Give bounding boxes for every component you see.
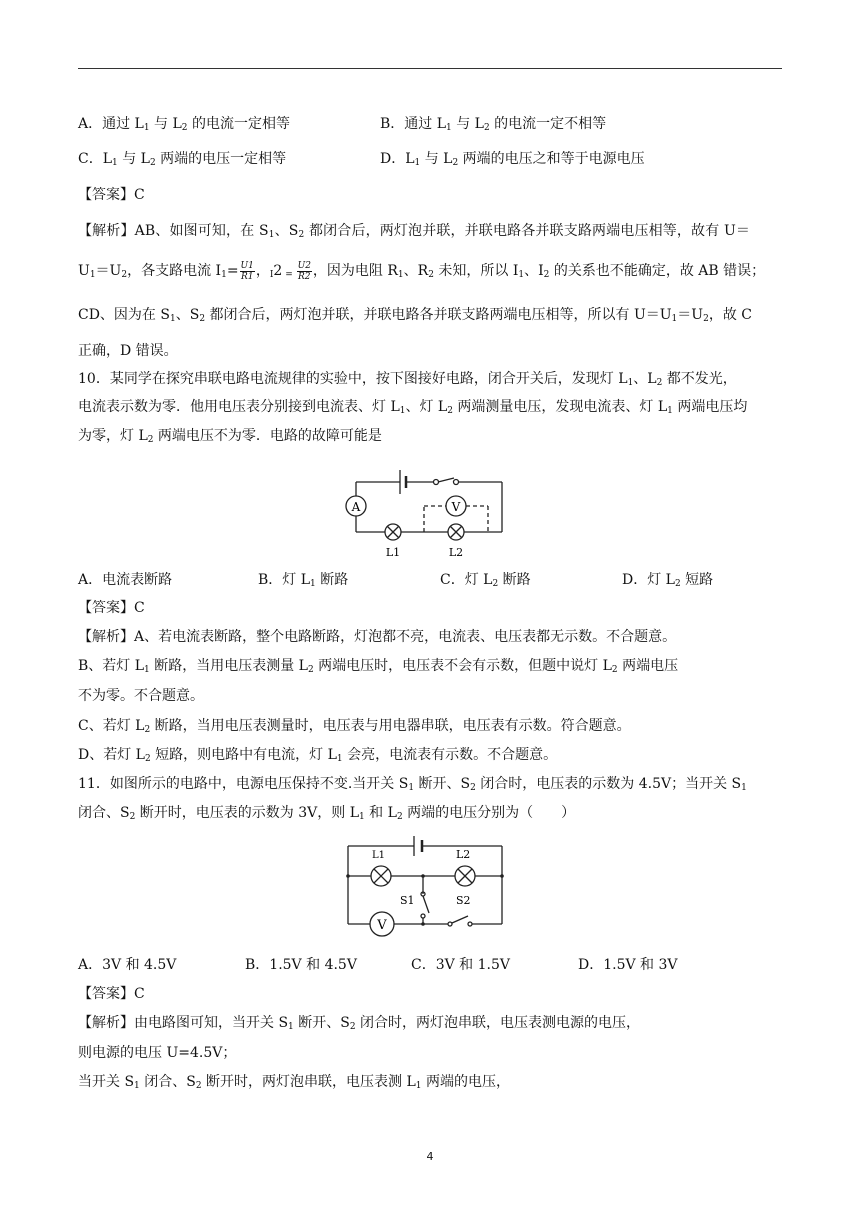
ammeter-label: A (351, 500, 361, 514)
subscript: 2 (703, 314, 709, 324)
q9-analysis-line-3: CD、因为在 $S_1$、$S_2$ 都闭合后，两灯泡并联，并联电路各并联支路两端电压相等，所以有 $U=U_1=U_2$，故 C (78, 307, 752, 324)
q9-option-b: B．通过 $L_1$ 与 $L_2$ 的电流一定不相等 (380, 116, 607, 133)
subscript: 2 (428, 270, 434, 280)
subscript: 2 (144, 725, 151, 735)
q10-circuit-diagram (338, 456, 518, 562)
subscript: 1 (741, 783, 747, 793)
q10-option-d: D．灯 $L_2$ 短路 (622, 572, 714, 589)
q11-option-a: A．3V 和 4.5V (78, 957, 177, 973)
q11-analysis-line-2: 则电源的电压 U=4.5V； (78, 1045, 237, 1061)
subscript: 2 (470, 783, 476, 793)
subscript: 2 (349, 1022, 356, 1032)
fraction-numerator: U2 (297, 260, 311, 271)
fraction-u1-r1 (240, 261, 255, 282)
q11-option-c: C．3V 和 1.5V (411, 957, 511, 973)
q11-option-b: B．1.5V 和 4.5V (245, 957, 357, 973)
subscript: 2 (492, 579, 499, 589)
subscript: 1 (169, 314, 176, 324)
subscript: 1 (310, 579, 316, 589)
q11-analysis-line-1: 【解析】由电路图可知，当开关 $S_1$ 断开、$S_2$ 闭合时，两灯泡串联，电压表测电源的电压， (78, 1015, 641, 1032)
subscript: 1 (518, 270, 525, 280)
subscript: 1 (288, 1022, 294, 1032)
subscript: 2 (656, 378, 663, 388)
subscript: 2 (674, 579, 681, 589)
subscript: 2 (199, 314, 206, 324)
q11-stem-line-2: 闭合、$S_2$ 断开时，电压表的示数为 3V，则 $L_1$ 和 $L_2$ 两端的电压分别为（ ） (78, 805, 576, 822)
q9-analysis-line-2c: ，因为电阻 $R_1$、$R_2$ 未知，所以 $I_1$、$I_2$ 的关系也不能确定，故 AB 错误； (312, 263, 766, 280)
q10-option-b: B．灯 $L_1$ 断路 (258, 572, 349, 589)
subscript: 1 (397, 270, 404, 280)
subscript: 1 (667, 406, 673, 416)
subscript: 1 (359, 812, 365, 822)
q9-analysis-line-2a: $U_1=U_2$，各支路电流 $I_1=$ (78, 263, 239, 280)
q9-analysis-line-2b: ，$_I$2 $_=$ (255, 263, 296, 280)
subscript: 2 (129, 812, 136, 822)
l2-label: L2 (448, 546, 464, 559)
subscript: 2 (181, 123, 188, 133)
q10-analysis-line-2: B、若灯 $L_1$ 断路，当用电压表测量 $L_2$ 两端电压时，电压表不会有示数，但题中说灯 $L_2$ 两端电压 (78, 658, 679, 675)
subscript: 1 (144, 665, 150, 675)
subscript: 1 (89, 270, 96, 280)
subscript: 1 (112, 158, 118, 168)
s1-label: S1 (400, 894, 415, 907)
subscript: 2 (195, 1081, 202, 1091)
q11-answer: 【答案】C (78, 986, 145, 1002)
q11-circuit-diagram (338, 828, 510, 944)
q10-analysis-line-5: D、若灯 $L_2$ 短路，则电路中有电流，灯 $L_1$ 会亮，电流表有示数。不合题意。 (78, 747, 558, 764)
subscript: 2 (149, 158, 156, 168)
subscript: 1 (336, 754, 343, 764)
q10-stem-line-1: 10．某同学在探究串联电路电流规律的实验中，按下图接好电路，闭合开关后，发现灯 $L_1$、$L_2$ 都不发光， (78, 371, 737, 388)
subscript: 2 (447, 406, 453, 416)
l2-label: L2 (456, 848, 471, 861)
q9-analysis-line-2 (78, 258, 765, 284)
q9-answer: 【答案】C (78, 187, 145, 203)
q10-stem-line-3: 为零，灯 $L_2$ 两端电压不为零．电路的故障可能是 (78, 428, 382, 445)
subscript: 2 (298, 230, 305, 240)
header-rule (78, 68, 782, 69)
q9-analysis-line-1: 【解析】AB、如图可知，在 $S_1$、$S_2$ 都闭合后，两灯泡并联，并联电路各并联支路两端电压相等，故有 U＝ (78, 223, 751, 240)
subscript: 2 (144, 754, 151, 764)
subscript: = (282, 270, 296, 280)
subscript: 2 (307, 665, 314, 675)
q9-option-c: C．$L_1$ 与 $L_2$ 两端的电压一定相等 (78, 151, 287, 168)
q10-option-a: A．电流表断路 (78, 572, 173, 588)
subscript: I (269, 270, 274, 280)
subscript: 1 (671, 314, 678, 324)
q10-analysis-line-3: 不为零。不合题意。 (78, 688, 204, 704)
subscript: 1 (415, 1081, 422, 1091)
q11-analysis-line-3: 当开关 $S_1$ 闭合、$S_2$ 断开时，两灯泡串联，电压表测 $L_1$ 两端的电压， (78, 1074, 510, 1091)
subscript: 1 (268, 230, 275, 240)
subscript: 2 (452, 158, 459, 168)
fraction-denominator: R2 (298, 271, 311, 282)
subscript: 2 (121, 270, 128, 280)
subscript: 2 (611, 665, 618, 675)
subscript: 1 (221, 270, 227, 280)
subscript: 1 (446, 123, 452, 133)
subscript: 2 (147, 435, 154, 445)
fraction-numerator: U1 (240, 260, 254, 271)
q9-option-d: D．$L_1$ 与 $L_2$ 两端的电压之和等于电源电压 (380, 151, 645, 168)
subscript: 1 (408, 783, 415, 793)
q10-answer: 【答案】C (78, 600, 145, 616)
q10-stem-line-2: 电流表示数为零．他用电压表分别接到电流表、灯 $L_1$、灯 $L_2$ 两端测量电压，发现电流表、灯 $L_1$ 两端电压均 (78, 399, 748, 416)
subscript: 2 (396, 812, 403, 822)
q10-analysis-line-4: C、若灯 $L_2$ 断路，当用电压表测量时，电压表与用电器串联，电压表有示数。符合题意。 (78, 718, 631, 735)
subscript: 2 (483, 123, 490, 133)
q10-analysis-line-1: 【解析】A、若电流表断路，整个电路断路，灯泡都不亮，电流表、电压表都无示数。不合题意。 (78, 629, 677, 645)
page-number: 4 (426, 1150, 434, 1163)
l1-label: L1 (372, 850, 386, 861)
subscript: 1 (134, 1081, 140, 1091)
subscript: 1 (143, 123, 150, 133)
s2-label: S2 (456, 894, 471, 907)
q10-option-c: C．灯 $L_2$ 断路 (440, 572, 531, 589)
l1-label: L1 (385, 546, 401, 559)
fraction-u2-r2 (297, 261, 312, 282)
q11-option-d: D．1.5V 和 3V (578, 957, 678, 973)
subscript: 1 (414, 158, 421, 168)
voltmeter-label: V (451, 500, 461, 514)
fraction-denominator: R1 (240, 271, 254, 282)
q9-option-a: A．通过 $L_1$ 与 $L_2$ 的电流一定相等 (78, 116, 290, 133)
subscript: 2 (543, 270, 550, 280)
voltmeter-label: V (377, 918, 387, 933)
subscript: 1 (399, 406, 406, 416)
q9-analysis-line-4: 正确，D 错误。 (78, 343, 178, 359)
subscript: 1 (627, 378, 634, 388)
q11-stem-line-1: 11．如图所示的电路中，电源电压保持不变.当开关 $S_1$ 断开、$S_2$ 闭合时，电压表的示数为 4.5V；当开关 $S_1$ (78, 776, 747, 793)
